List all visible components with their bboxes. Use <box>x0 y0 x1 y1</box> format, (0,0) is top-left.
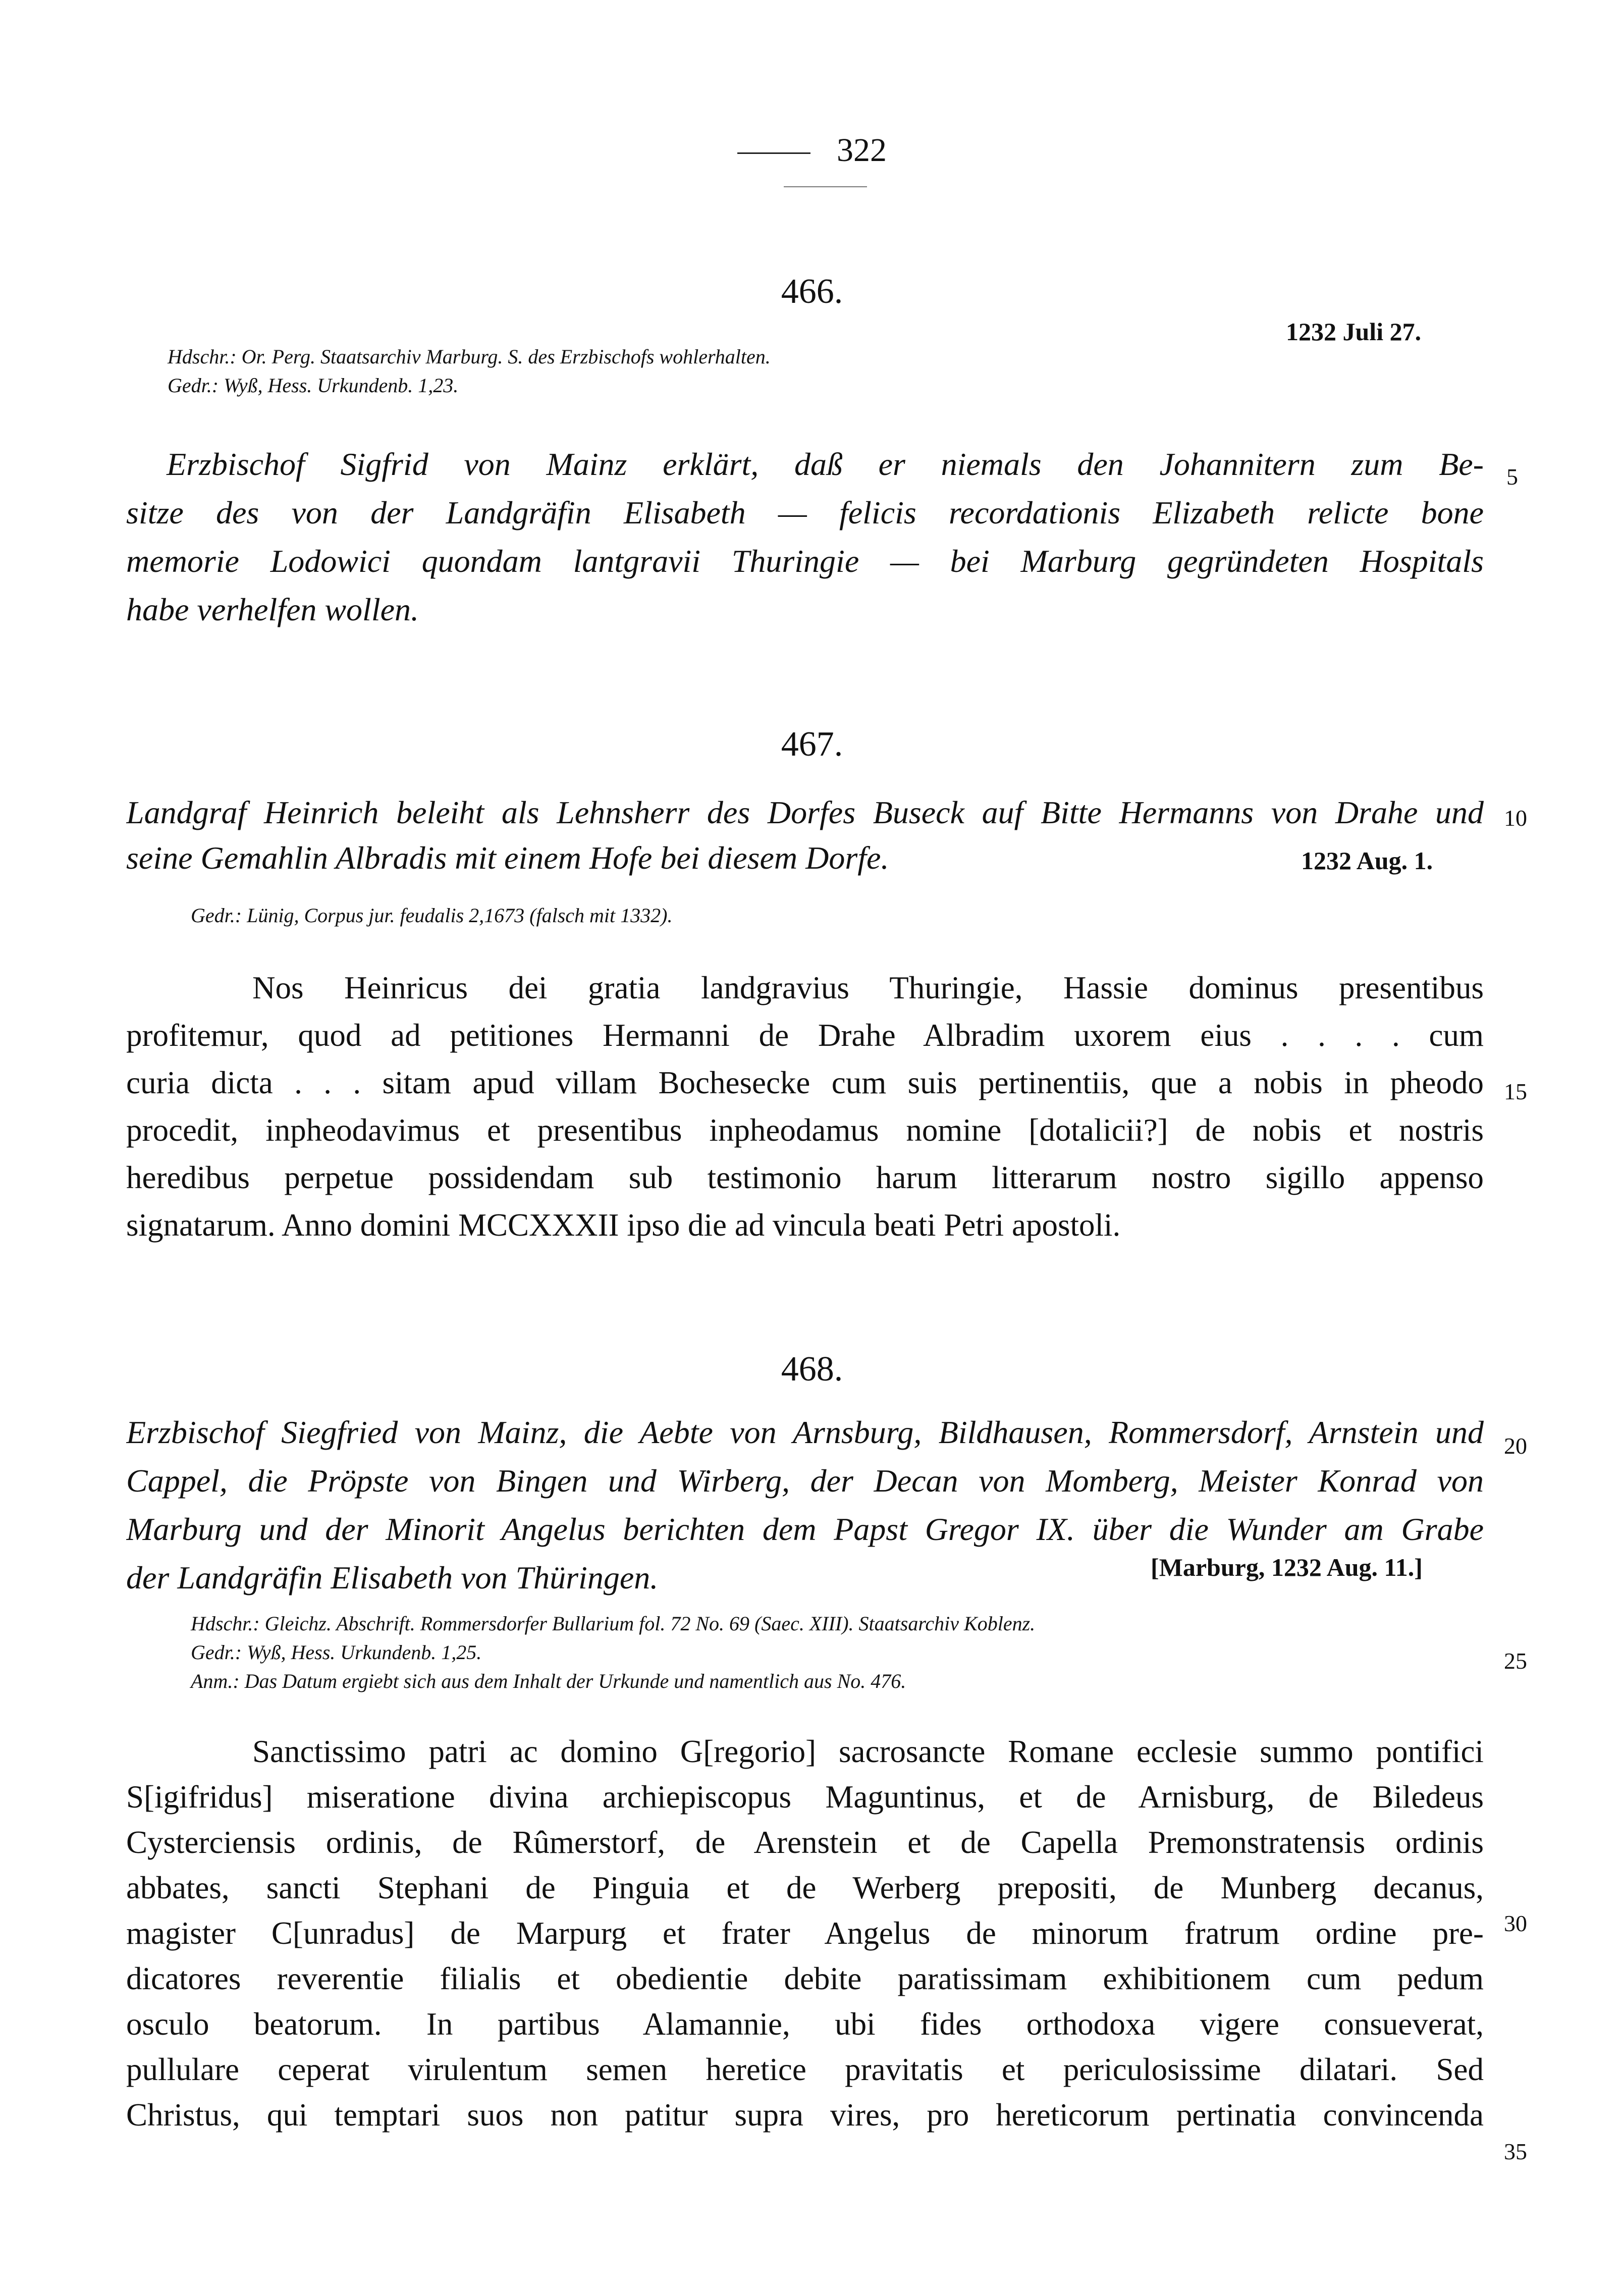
text-line: Nos Heinricus dei gratia landgravius Thuringie, Hassie dominus presentibus <box>252 970 1484 1005</box>
source-note: Gedr.: Wyß, Hess. Urkundenb. 1,23. <box>168 374 459 397</box>
source-note: Gedr.: Lünig, Corpus jur. feudalis 2,1673 (falsch mit 1332). <box>191 904 673 927</box>
line-number: 10 <box>1504 805 1527 831</box>
text-line: magister C[unradus] de Marpurg et frater Angelus de minorum fratrum ordine pre- <box>126 1916 1484 1951</box>
regest-467 <box>126 790 1484 881</box>
document-number-466: 466. <box>781 272 843 311</box>
regest-line: habe verhelfen wollen. <box>126 592 419 627</box>
source-note: Hdschr.: Gleichz. Abschrift. Rommersdorfer Bullarium fol. 72 No. 69 (Saec. XIII). Staatsarchiv Koblenz. <box>191 1612 1036 1635</box>
text-line: Christus, qui temptari suos non patitur supra vires, pro hereticorum pertinatia convincenda <box>126 2097 1484 2133</box>
source-note: Anm.: Das Datum ergiebt sich aus dem Inhalt der Urkunde und namentlich aus No. 476. <box>191 1670 906 1692</box>
document-number-467: 467. <box>781 725 843 764</box>
regest-line: Erzbischof Sigfrid von Mainz erklärt, daß er niemals den Johannitern zum Be- <box>167 446 1484 482</box>
line-number: 5 <box>1506 464 1518 490</box>
regest-line: Marburg und der Minorit Angelus berichten dem Papst Gregor IX. über die Wunder am Grabe <box>126 1511 1484 1547</box>
line-number: 15 <box>1504 1079 1527 1104</box>
header-rule-left <box>737 152 810 154</box>
text-line: abbates, sancti Stephani de Pinguia et de Werberg prepositi, de Munberg decanus, <box>126 1870 1484 1905</box>
text-line: signatarum. Anno domini MCCXXXII ipso die ad vincula beati Petri apostoli. <box>126 1207 1121 1243</box>
charter-text-468 <box>126 1729 1484 2138</box>
document-date-466: 1232 Juli 27. <box>1286 317 1422 346</box>
text-line: procedit, inpheodavimus et presentibus inpheodamus nomine [dotalicii?] de nobis et nostris <box>126 1112 1484 1148</box>
text-line: pullulare ceperat virulentum semen heretice pravitatis et periculosissime dilatari. Sed <box>126 2052 1484 2087</box>
text-line: profitemur, quod ad petitiones Hermanni de Drahe Albradim uxorem eius . . . . cum <box>126 1018 1484 1053</box>
text-line: osculo beatorum. In partibus Alamannie, ubi fides orthodoxa vigere consueverat, <box>126 2006 1484 2042</box>
regest-line: Cappel, die Pröpste von Bingen und Wirberg, der Decan von Momberg, Meister Konrad von <box>126 1463 1484 1499</box>
regest-line: der Landgräfin Elisabeth von Thüringen. <box>126 1560 659 1596</box>
line-number: 20 <box>1504 1433 1527 1459</box>
header-rule-right <box>784 186 867 187</box>
text-line: S[igifridus] miseratione divina archiepiscopus Maguntinus, et de Arnisburg, de Biledeus <box>126 1779 1484 1815</box>
source-note: Hdschr.: Or. Perg. Staatsarchiv Marburg. S. des Erzbischofs wohlerhalten. <box>168 345 771 368</box>
document-date-467: 1232 Aug. 1. <box>1301 846 1433 875</box>
text-line: curia dicta . . . sitam apud villam Bochesecke cum suis pertinentiis, que a nobis in pheodo <box>126 1065 1484 1100</box>
regest-line: sitze des von der Landgräfin Elisabeth — felicis recordationis Elizabeth relicte bone <box>126 495 1484 530</box>
regest-line: Landgraf Heinrich beleiht als Lehnsherr des Dorfes Buseck auf Bitte Hermanns von Drahe und <box>126 794 1484 830</box>
line-number: 25 <box>1504 1648 1527 1674</box>
page-header <box>711 134 913 200</box>
regest-line: Erzbischof Siegfried von Mainz, die Aebte von Arnsburg, Bildhausen, Rommersdorf, Arnstein und <box>126 1414 1484 1450</box>
line-number: 30 <box>1504 1910 1527 1936</box>
regest-line: seine Gemahlin Albradis mit einem Hofe bei diesem Dorfe. <box>126 840 889 876</box>
regest-466 <box>126 440 1484 634</box>
text-line: heredibus perpetue possidendam sub testimonio harum litterarum nostro sigillo appenso <box>126 1160 1484 1195</box>
charter-text-467 <box>126 964 1484 1249</box>
regest-line: memorie Lodowici quondam lantgravii Thuringie — bei Marburg gegründeten Hospitals <box>126 543 1484 579</box>
text-line: dicatores reverentie filialis et obedientie debite paratissimam exhibitionem cum pedum <box>126 1961 1484 1996</box>
page-number: 322 <box>837 132 887 169</box>
source-note: Gedr.: Wyß, Hess. Urkundenb. 1,25. <box>191 1641 482 1664</box>
text-line: Sanctissimo patri ac domino G[regorio] sacrosancte Romane ecclesie summo pontifici <box>252 1734 1484 1769</box>
document-date-468: [Marburg, 1232 Aug. 11.] <box>1151 1553 1423 1581</box>
line-number: 35 <box>1504 2139 1527 2164</box>
text-line: Cysterciensis ordinis, de Rûmerstorf, de Arenstein et de Capella Premonstratensis ordinis <box>126 1825 1484 1860</box>
document-number-468: 468. <box>781 1350 843 1389</box>
